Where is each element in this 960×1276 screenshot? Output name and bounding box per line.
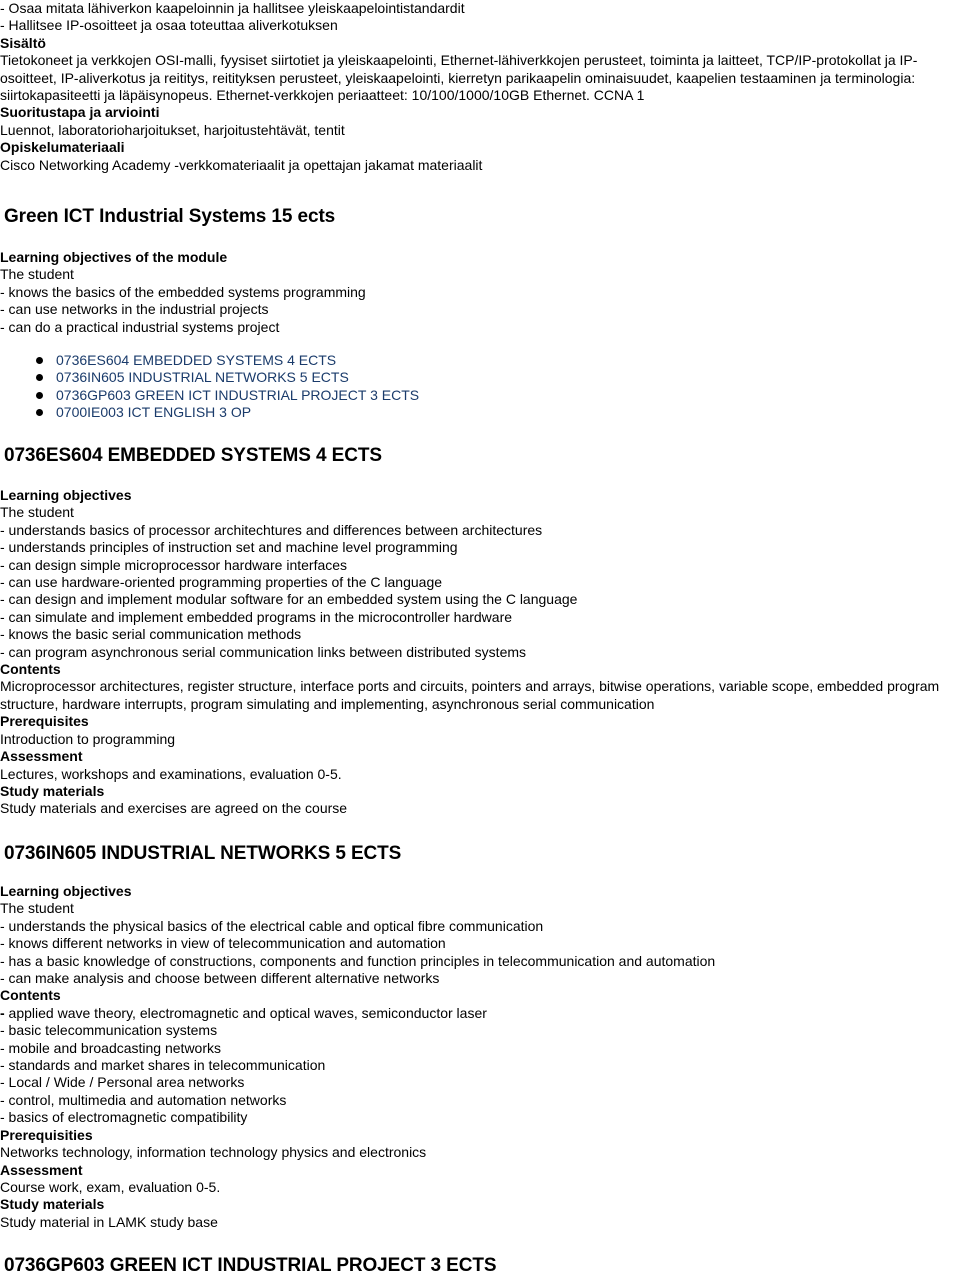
networks-student: The student [0, 900, 74, 917]
intro-section [0, 0, 960, 174]
course-list-item [0, 387, 960, 404]
course-link-embedded-systems[interactable]: 0736ES604 EMBEDDED SYSTEMS 4 ECTS [56, 352, 337, 368]
networks-prereq-text: Networks technology, information technology physics and electronics [0, 1144, 427, 1161]
objective-item: - knows the basics of the embedded systems programming [0, 283, 366, 300]
course-link-industrial-networks[interactable]: 0736IN605 INDUSTRIAL NETWORKS 5 ECTS [56, 369, 349, 386]
networks-assessment-text: Course work, exam, evaluation 0-5. [0, 1178, 221, 1195]
suoritus-heading: Suoritustapa ja arviointi [0, 104, 160, 121]
networks-section [0, 883, 960, 1231]
embedded-contents-text: Microprocessor architectures, register structure, interface ports and circuits, pointers and arrays, bitwise operations, variable scope, embedded program structure, hardware interrupts, program simulating and implementing, asynchronous serial communication [0, 678, 940, 712]
embedded-student: The student [0, 504, 74, 521]
sisalto-text: Tietokoneet ja verkkojen OSI-malli, fyysiset siirtotiet ja yleiskaapelointi, Ethernet-lähiverkkojen perusteet, toiminta ja laitteet, TCP/IP-protokollat ja IP-osoitteet, IP-aliverkotus ja reititys, reitityksen perusteet, yleiskaapelointi, kierretyn parikaapelin ominaisuudet, kaapelien testaaminen ja terminologia: siirtokapasiteetti ja läpäisynopeus. Ethernet-verkkojen periaatteet: 10/100/1000/10GB Ethernet. CCNA 1 [0, 52, 918, 104]
contents-item-text: applied wave theory, electromagnetic and optical waves, semiconductor laser [4, 1004, 487, 1021]
module-title: Green ICT Industrial Systems 15 ects [4, 206, 336, 227]
contents-item: - Local / Wide / Personal area networks [0, 1074, 245, 1091]
contents-item [0, 1005, 960, 1022]
objective-item: - can do a practical industrial systems project [0, 318, 280, 335]
embedded-assessment-text: Lectures, workshops and examinations, evaluation 0-5. [0, 765, 342, 782]
course-link-green-ict-project[interactable]: 0736GP603 GREEN ICT INDUSTRIAL PROJECT 3 ECTS [56, 386, 420, 403]
objective-item: - has a basic knowledge of constructions, components and function principles in telecommunication and automation [0, 952, 716, 969]
objective-item: - can use networks in the industrial projects [0, 301, 269, 318]
bullet-icon [36, 374, 43, 381]
module-student: The student [0, 266, 74, 283]
objective-item: - can program asynchronous serial communication links between distributed systems [0, 643, 527, 660]
contents-item: - basic telecommunication systems [0, 1022, 218, 1039]
materiaali-text: Cisco Networking Academy -verkkomateriaalit ja opettajan jakamat materiaalit [0, 156, 483, 173]
sisalto-heading: Sisältö [0, 34, 46, 51]
embedded-prereq-heading: Prerequisites [0, 713, 89, 730]
intro-line: - Hallitsee IP-osoitteet ja osaa toteuttaa aliverkotuksen [0, 17, 338, 34]
module-objectives [0, 249, 960, 336]
contents-item: - basics of electromagnetic compatibility [0, 1109, 248, 1126]
networks-assessment-heading: Assessment [0, 1161, 83, 1178]
course-list-item [0, 369, 960, 386]
embedded-materials-text: Study materials and exercises are agreed on the course [0, 800, 348, 817]
embedded-prereq-text: Introduction to programming [0, 730, 176, 747]
embedded-section [0, 487, 960, 818]
objective-item: - can use hardware-oriented programming properties of the C language [0, 574, 443, 591]
objective-item: - knows the basic serial communication methods [0, 626, 302, 643]
course-list-item [0, 352, 960, 369]
materiaali-heading: Opiskelumateriaali [0, 139, 125, 156]
contents-item: - mobile and broadcasting networks [0, 1039, 222, 1056]
networks-contents-heading: Contents [0, 987, 61, 1004]
networks-materials-heading: Study materials [0, 1196, 105, 1213]
contents-dash: - [0, 1004, 5, 1021]
course-link-ict-english[interactable]: 0700IE003 ICT ENGLISH 3 OP [56, 404, 252, 421]
objective-item: - understands the physical basics of the electrical cable and optical fibre communication [0, 917, 544, 934]
networks-prereq-heading: Prerequisities [0, 1126, 93, 1143]
bullet-icon [36, 357, 43, 364]
project-title: 0736GP603 GREEN ICT INDUSTRIAL PROJECT 3 ECTS [4, 1255, 497, 1276]
objective-item: - understands principles of instruction set and machine level programming [0, 539, 458, 556]
suoritus-text: Luennot, laboratorioharjoitukset, harjoitustehtävät, tentit [0, 121, 345, 138]
objective-item: - can simulate and implement embedded programs in the microcontroller hardware [0, 608, 513, 625]
intro-line: - Osaa mitata lähiverkon kaapeloinnin ja hallitsee yleiskaapelointistandardit [0, 0, 465, 16]
objective-item: - can design simple microprocessor hardware interfaces [0, 556, 348, 573]
module-course-list [0, 352, 960, 422]
bullet-icon [36, 409, 43, 416]
contents-item: - control, multimedia and automation networks [0, 1091, 287, 1108]
embedded-assessment-heading: Assessment [0, 748, 83, 765]
embedded-contents-heading: Contents [0, 661, 61, 678]
objective-item: - can design and implement modular software for an embedded system using the C language [0, 591, 578, 608]
objective-item: - understands basics of processor architechtures and differences between architectures [0, 521, 543, 538]
embedded-objectives-heading: Learning objectives [0, 487, 132, 503]
networks-materials-text: Study material in LAMK study base [0, 1213, 218, 1230]
course-list-item [0, 404, 960, 421]
embedded-materials-heading: Study materials [0, 782, 105, 799]
objective-item: - knows different networks in view of telecommunication and automation [0, 935, 446, 952]
embedded-title: 0736ES604 EMBEDDED SYSTEMS 4 ECTS [4, 445, 382, 466]
objective-item: - can make analysis and choose between different alternative networks [0, 970, 440, 987]
module-objectives-heading: Learning objectives of the module [0, 249, 228, 265]
bullet-icon [36, 392, 43, 399]
contents-item: - standards and market shares in telecommunication [0, 1057, 326, 1074]
networks-objectives-heading: Learning objectives [0, 883, 132, 899]
networks-title: 0736IN605 INDUSTRIAL NETWORKS 5 ECTS [4, 843, 402, 864]
